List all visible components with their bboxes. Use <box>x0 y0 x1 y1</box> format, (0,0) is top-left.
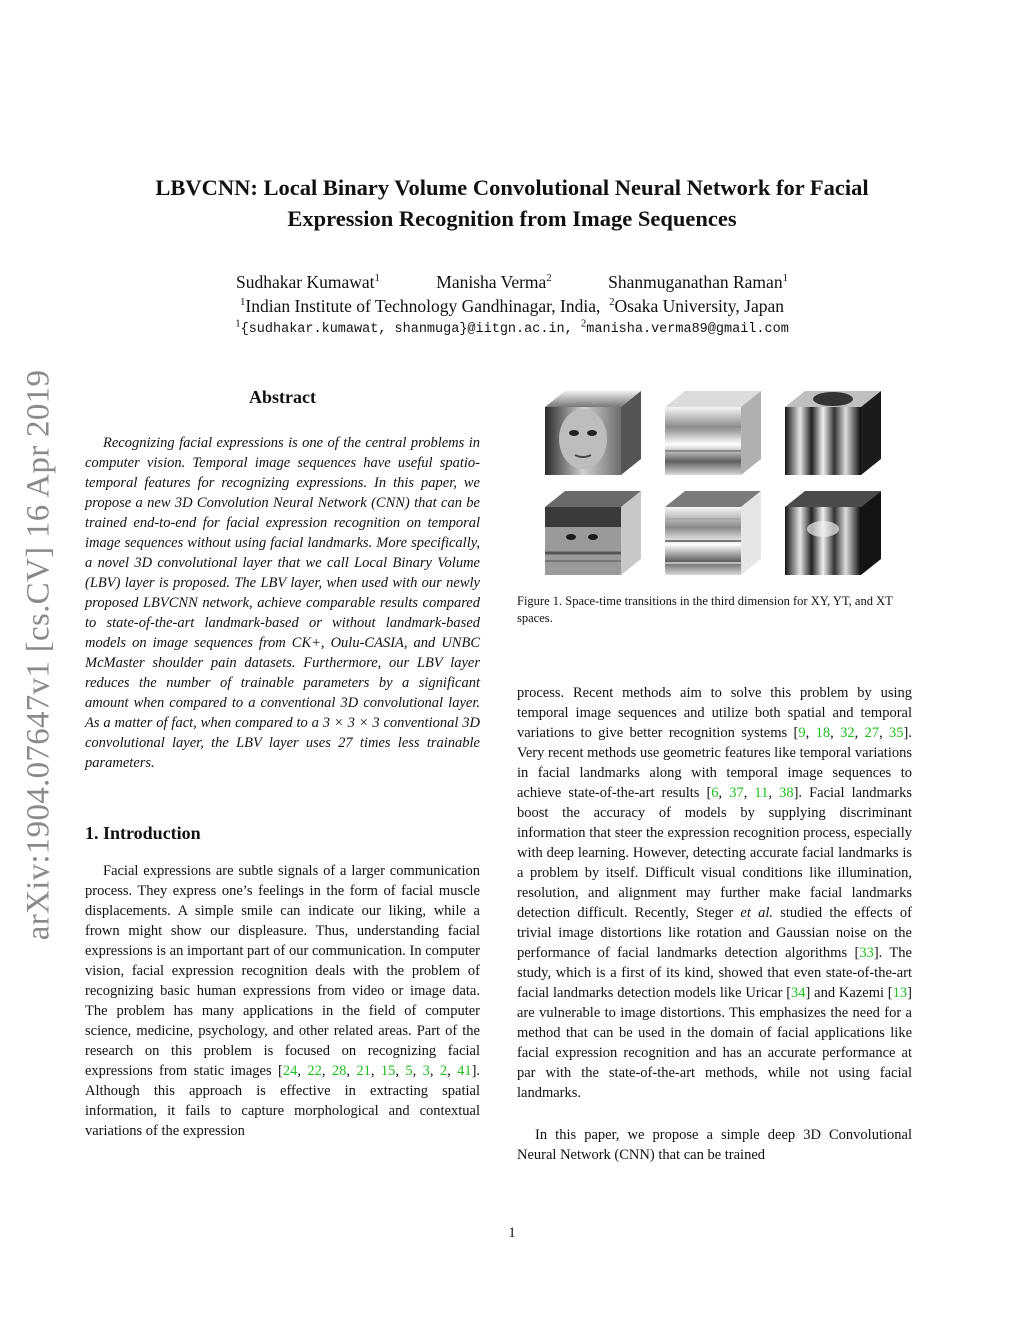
affiliations: $^1$Indian Institute of Technology Gandhinagar, India, $^2$Osaka University, Japan <box>240 296 784 316</box>
arxiv-identifier-stamp <box>14 355 64 955</box>
citation-link[interactable]: 33 <box>859 945 874 961</box>
citation-link[interactable]: 11 <box>754 785 769 801</box>
right-column <box>517 385 912 1165</box>
introduction-paragraph: Facial expressions are subtle signals of a larger communication process. They express one’s feelings in the form of facial muscle displacements. A simple smile can indicate our liking, while a frown might show our displeasure. Thus, understanding facial expressions is an important part of our communication. In computer vision, facial expression recognition deals with the problem of recognizing basic human expressions from video or image data. The problem has many applications in the field of computer science, medicine, psychology, and other related areas. Part of the research on this problem is focused on recognizing facial expressions from static images [24, 22, 28, 21, 15, 5, 3, 2, 41]. Although this approach is effective in extracting spatial information, it fails to capture morphological and contextual variations of the expression <box>85 863 481 1139</box>
right-column-paragraph-1: process. Recent methods aim to solve this problem by using temporal image sequences and utilize both spatial and temporal variations to give better recognition systems [9, 18, 32, 27, 35]. Very recent methods use geometric features like temporal variations in facial landmarks along with temporal image sequences to achieve state-of-the-art results [6, 37, 11, 38]. Facial landmarks boost the accuracy of models by supplying discriminant information that steer the expression recognition process, especially with deep learning. However, detecting accurate facial landmarks is a problem by itself. Difficult visual conditions like illumination, resolution, and alignment may further make facial landmarks detection difficult. Recently, Steger et al. studied the effects of trivial image distortions like rotation and Gaussian noise on the performance of facial landmarks detection algorithms [33]. The study, which is a first of its kind, showed that even state-of-the-art facial landmarks detection models like Uricar [34] and Kazemi [13] are vulnerable to image distortions. This emphasizes the need for a method that can be used in the domain of facial applications like facial expression recognition and has an accurate performance at par with the state-of-the-art methods, while not using facial landmarks. <box>517 685 913 1101</box>
title-line-2: Expression Recognition from Image Sequences <box>287 206 737 231</box>
figure-panel-xt-bottom <box>777 489 885 577</box>
author-3: Shanmuganathan Raman$^1$ <box>608 272 788 292</box>
abstract-heading: Abstract <box>249 387 316 407</box>
citation-link[interactable]: 27 <box>864 725 880 741</box>
title-line-1: LBVCNN: Local Binary Volume Convolutional Neural Network for Facial <box>155 175 869 200</box>
citation-link[interactable]: 41 <box>457 1063 472 1079</box>
citation-link[interactable]: 6 <box>711 785 719 801</box>
figure-panel-yt-bottom <box>657 489 765 577</box>
introduction-heading: 1. Introduction <box>85 823 201 843</box>
author-emails: $^1${sudhakar.kumawat, shanmuga}@iitgn.ac.in, $^2$manisha.verma89@gmail.com <box>235 317 789 337</box>
figure-panel-xt-top <box>777 389 885 477</box>
citation-link[interactable]: 37 <box>729 785 744 801</box>
author-2: Manisha Verma$^2$ <box>436 272 552 292</box>
figure-panel-xy-bottom <box>537 489 645 577</box>
figure-panel-xy-top <box>537 389 645 477</box>
author-1: Sudhakar Kumawat$^1$ <box>235 272 380 292</box>
figure-1-image-grid <box>517 389 915 577</box>
citation-link[interactable]: 38 <box>779 785 794 801</box>
citation-link[interactable]: 35 <box>889 725 904 741</box>
abstract-body: Recognizing facial expressions is one of the central problems in computer vision. Temporal image sequences have useful spatio-temporal features for recognizing expressions. In this paper, we propose a new 3D Convolution Neural Network (CNN) that can be trained end-to-end for facial expression recognition on temporal image sequences without using facial landmarks. More specifically, a novel 3D convolutional layer that we call Local Binary Volume (LBV) layer is proposed. The LBV layer, when used with our newly proposed LBVCNN network, achieve comparable results compared to state-of-the-art landmark-based or without landmark-based models on image sequences from CK+, Oulu-CASIA, and UNBC McMaster shoulder pain datasets. Furthermore, our LBV layer reduces the number of trainable parameters by a significant amount when compared to a conventional 3D convolutional layer. As a matter of fact, when compared to a 3 × 3 × 3 conventional 3D convolutional layer, the LBV layer uses 27 times less trainable parameters. <box>85 435 480 771</box>
figure-panel-yt-top <box>657 389 765 477</box>
citation-link[interactable]: 2 <box>439 1063 448 1079</box>
citation-link[interactable]: 21 <box>356 1063 371 1079</box>
right-column-paragraph-2: In this paper, we propose a simple deep 3D Convolutional Neural Network (CNN) that can be trained <box>517 1127 912 1163</box>
citation-link[interactable]: 9 <box>798 725 806 741</box>
left-column <box>85 385 480 1141</box>
arxiv-identifier-text: arXiv:1904.07647v1 [cs.CV] 16 Apr 2019 <box>20 369 57 941</box>
citation-link[interactable]: 5 <box>405 1063 413 1079</box>
citation-link[interactable]: 13 <box>892 985 908 1001</box>
citation-link[interactable]: 3 <box>422 1063 430 1079</box>
citation-link[interactable]: 32 <box>840 725 855 741</box>
citation-link[interactable]: 28 <box>331 1063 347 1079</box>
citation-link[interactable]: 18 <box>815 725 831 741</box>
page-number: 1 <box>508 1225 516 1241</box>
citation-link[interactable]: 22 <box>307 1063 322 1079</box>
citation-link[interactable]: 15 <box>380 1063 396 1079</box>
author-list <box>90 270 934 294</box>
paper-title <box>90 172 934 234</box>
figure-1-caption: Figure 1. Space-time transitions in the third dimension for XY, YT, and XT spaces. <box>517 594 893 625</box>
citation-link[interactable]: 34 <box>791 985 806 1001</box>
citation-link[interactable]: 24 <box>282 1063 298 1079</box>
